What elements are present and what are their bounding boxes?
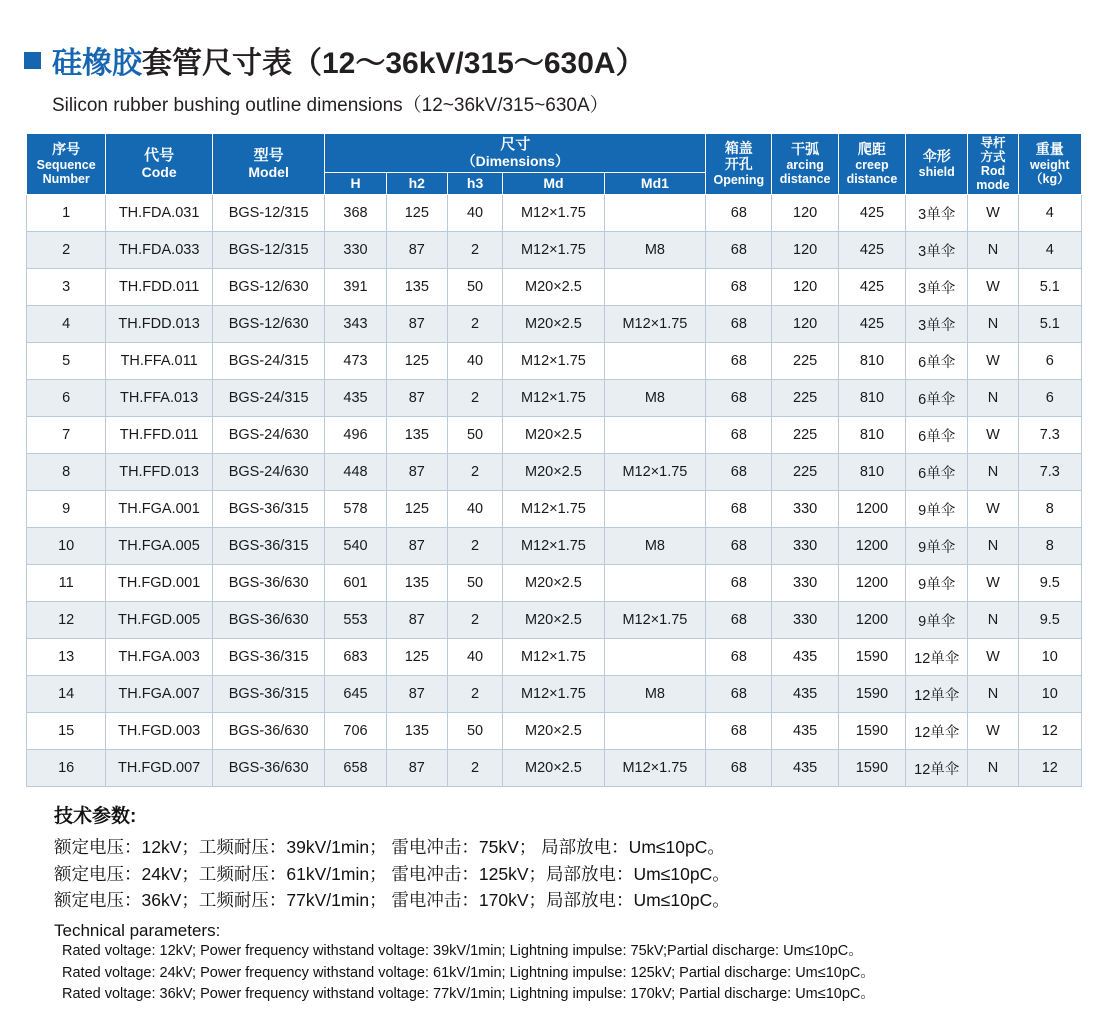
cell-weight: 7.3 <box>1018 454 1081 491</box>
cell-shield: 12单伞 <box>906 750 968 787</box>
cell-creep-distance: 1590 <box>838 639 905 676</box>
title-chinese-highlight: 硅橡胶 <box>52 47 142 80</box>
cell-shield: 12单伞 <box>906 713 968 750</box>
cell-shield: 6单伞 <box>906 417 968 454</box>
cell-md1 <box>604 713 706 750</box>
cell-h1: 225 <box>772 454 838 491</box>
cell-code: TH.FGA.007 <box>106 676 213 713</box>
tech-line-cn-2: 额定电压：24kV；工频耐压：61kV/1min； 雷电冲击：125kV；局部放电：Um≤10pC。 <box>54 863 730 884</box>
cell-sequence: 4 <box>27 306 106 343</box>
cell-rod-mode: W <box>968 713 1018 750</box>
cell-sequence: 14 <box>27 676 106 713</box>
cell-code: TH.FFD.013 <box>106 454 213 491</box>
cell-rod-mode: W <box>968 565 1018 602</box>
cell-h1: 435 <box>772 750 838 787</box>
cell-h2: 125 <box>386 491 447 528</box>
cell-rod-mode: W <box>968 639 1018 676</box>
cell-md1 <box>604 269 706 306</box>
title-english: Silicon rubber bushing outline dimensions（12~36kV/315~630A） <box>52 95 609 116</box>
cell-h: 473 <box>325 343 386 380</box>
cell-code: TH.FFD.011 <box>106 417 213 454</box>
header-weight: 重量 weight （kg） <box>1018 134 1081 195</box>
title-chinese <box>52 38 646 82</box>
cell-shield: 6单伞 <box>906 343 968 380</box>
cell-rod-mode: N <box>968 380 1018 417</box>
cell-rod-mode: N <box>968 454 1018 491</box>
cell-shield: 9单伞 <box>906 602 968 639</box>
cell-md1: M12×1.75 <box>604 454 706 491</box>
cell-h1: 120 <box>772 232 838 269</box>
tech-line-cn-3: 额定电压：36kV；工频耐压：77kV/1min； 雷电冲击：170kV；局部放电：Um≤10pC。 <box>54 890 730 911</box>
cell-model: BGS-36/630 <box>212 750 325 787</box>
cell-md1: M8 <box>604 380 706 417</box>
cell-md1: M8 <box>604 676 706 713</box>
cell-rod-mode: W <box>968 343 1018 380</box>
cell-code: TH.FGA.003 <box>106 639 213 676</box>
cell-h2: 87 <box>386 676 447 713</box>
cell-h: 435 <box>325 380 386 417</box>
table-row <box>27 528 1082 565</box>
header-dimensions: 尺寸 （Dimensions） <box>325 134 706 173</box>
cell-model: BGS-12/315 <box>212 195 325 232</box>
cell-h3: 50 <box>447 713 502 750</box>
cell-model: BGS-12/630 <box>212 269 325 306</box>
cell-sequence: 7 <box>27 417 106 454</box>
cell-rod-mode: W <box>968 417 1018 454</box>
cell-shield: 9单伞 <box>906 565 968 602</box>
cell-h2: 125 <box>386 639 447 676</box>
cell-md: M20×2.5 <box>503 602 604 639</box>
cell-h: 448 <box>325 454 386 491</box>
cell-h1: 225 <box>772 417 838 454</box>
cell-code: TH.FGD.007 <box>106 750 213 787</box>
cell-md: M20×2.5 <box>503 454 604 491</box>
cell-creep-distance: 1590 <box>838 713 905 750</box>
cell-h3: 2 <box>447 232 502 269</box>
cell-h: 578 <box>325 491 386 528</box>
cell-d0: 68 <box>706 639 772 676</box>
cell-md: M12×1.75 <box>503 528 604 565</box>
cell-code: TH.FFA.011 <box>106 343 213 380</box>
cell-h3: 2 <box>447 750 502 787</box>
header-h: H <box>325 173 386 195</box>
cell-weight: 10 <box>1018 676 1081 713</box>
cell-h3: 50 <box>447 269 502 306</box>
cell-rod-mode: W <box>968 491 1018 528</box>
cell-h3: 2 <box>447 454 502 491</box>
cell-md: M20×2.5 <box>503 565 604 602</box>
header-h3: h3 <box>447 173 502 195</box>
technical-parameters <box>54 801 1079 1006</box>
cell-model: BGS-36/315 <box>212 676 325 713</box>
cell-sequence: 10 <box>27 528 106 565</box>
cell-code: TH.FDD.011 <box>106 269 213 306</box>
table-row <box>27 195 1082 232</box>
cell-d0: 68 <box>706 417 772 454</box>
cell-sequence: 2 <box>27 232 106 269</box>
cell-creep-distance: 425 <box>838 269 905 306</box>
cell-md: M20×2.5 <box>503 713 604 750</box>
cell-h3: 2 <box>447 528 502 565</box>
cell-rod-mode: N <box>968 232 1018 269</box>
cell-h1: 435 <box>772 713 838 750</box>
cell-weight: 12 <box>1018 750 1081 787</box>
table-row <box>27 491 1082 528</box>
cell-h3: 40 <box>447 491 502 528</box>
cell-creep-distance: 810 <box>838 343 905 380</box>
cell-md1 <box>604 565 706 602</box>
cell-h: 553 <box>325 602 386 639</box>
header-arcing-distance: 干弧 arcing distance <box>772 134 838 195</box>
cell-model: BGS-36/315 <box>212 639 325 676</box>
dimensions-table <box>26 133 1082 787</box>
cell-shield: 3单伞 <box>906 232 968 269</box>
cell-code: TH.FGA.005 <box>106 528 213 565</box>
cell-d0: 68 <box>706 306 772 343</box>
cell-md1: M8 <box>604 232 706 269</box>
cell-creep-distance: 1590 <box>838 750 905 787</box>
cell-d0: 68 <box>706 565 772 602</box>
cell-code: TH.FDA.031 <box>106 195 213 232</box>
cell-md: M20×2.5 <box>503 306 604 343</box>
tech-line-en-3: Rated voltage: 36kV; Power frequency withstand voltage: 77kV/1min; Lightning impulse: 170kV; Partial discharge: Um≤10pC。 <box>62 986 875 1003</box>
cell-sequence: 13 <box>27 639 106 676</box>
cell-h: 496 <box>325 417 386 454</box>
cell-shield: 12单伞 <box>906 676 968 713</box>
cell-md1 <box>604 417 706 454</box>
cell-h1: 225 <box>772 343 838 380</box>
cell-code: TH.FGD.001 <box>106 565 213 602</box>
cell-md: M12×1.75 <box>503 676 604 713</box>
cell-code: TH.FGD.005 <box>106 602 213 639</box>
cell-md1 <box>604 343 706 380</box>
cell-shield: 3单伞 <box>906 306 968 343</box>
cell-sequence: 3 <box>27 269 106 306</box>
cell-h: 330 <box>325 232 386 269</box>
cell-weight: 4 <box>1018 195 1081 232</box>
cell-md: M12×1.75 <box>503 639 604 676</box>
cell-model: BGS-24/630 <box>212 454 325 491</box>
cell-h1: 435 <box>772 676 838 713</box>
cell-model: BGS-24/315 <box>212 380 325 417</box>
cell-h3: 40 <box>447 195 502 232</box>
cell-h1: 435 <box>772 639 838 676</box>
cell-d0: 68 <box>706 195 772 232</box>
cell-h1: 120 <box>772 269 838 306</box>
table-row <box>27 750 1082 787</box>
cell-d0: 68 <box>706 343 772 380</box>
tech-line-en-2: Rated voltage: 24kV; Power frequency withstand voltage: 61kV/1min; Lightning impulse: 125kV; Partial discharge: Um≤10pC。 <box>62 964 875 981</box>
cell-h3: 40 <box>447 639 502 676</box>
cell-model: BGS-12/315 <box>212 232 325 269</box>
cell-h2: 135 <box>386 565 447 602</box>
header-sequence: 序号 Sequence Number <box>27 134 106 195</box>
cell-h: 601 <box>325 565 386 602</box>
cell-shield: 12单伞 <box>906 639 968 676</box>
header-model: 型号 Model <box>212 134 325 195</box>
cell-sequence: 12 <box>27 602 106 639</box>
cell-h2: 87 <box>386 750 447 787</box>
cell-h: 706 <box>325 713 386 750</box>
cell-h: 368 <box>325 195 386 232</box>
cell-creep-distance: 1200 <box>838 565 905 602</box>
cell-d0: 68 <box>706 454 772 491</box>
cell-h2: 87 <box>386 454 447 491</box>
cell-rod-mode: N <box>968 528 1018 565</box>
cell-shield: 6单伞 <box>906 380 968 417</box>
cell-creep-distance: 810 <box>838 454 905 491</box>
table-header <box>27 134 1082 195</box>
cell-weight: 10 <box>1018 639 1081 676</box>
cell-d0: 68 <box>706 380 772 417</box>
cell-shield: 6单伞 <box>906 454 968 491</box>
cell-h2: 125 <box>386 343 447 380</box>
cell-h: 343 <box>325 306 386 343</box>
cell-h3: 40 <box>447 343 502 380</box>
cell-sequence: 11 <box>27 565 106 602</box>
header-creep-distance: 爬距 creep distance <box>838 134 905 195</box>
cell-md: M12×1.75 <box>503 195 604 232</box>
bullet-square-icon <box>24 52 41 69</box>
cell-d0: 68 <box>706 676 772 713</box>
cell-weight: 8 <box>1018 528 1081 565</box>
cell-h1: 120 <box>772 195 838 232</box>
header-md1: Md1 <box>604 173 706 195</box>
cell-d0: 68 <box>706 269 772 306</box>
cell-sequence: 9 <box>27 491 106 528</box>
cell-weight: 6 <box>1018 343 1081 380</box>
table-row <box>27 454 1082 491</box>
cell-sequence: 6 <box>27 380 106 417</box>
cell-md1 <box>604 491 706 528</box>
cell-weight: 9.5 <box>1018 602 1081 639</box>
cell-code: TH.FGA.001 <box>106 491 213 528</box>
cell-creep-distance: 1590 <box>838 676 905 713</box>
cell-model: BGS-36/630 <box>212 602 325 639</box>
tech-line-en-1: Rated voltage: 12kV; Power frequency withstand voltage: 39kV/1min; Lightning impulse: 75kV;Partial discharge: Um≤10pC。 <box>62 942 863 959</box>
table-row <box>27 676 1082 713</box>
cell-rod-mode: N <box>968 602 1018 639</box>
header-row-main <box>27 134 1082 173</box>
cell-h3: 50 <box>447 417 502 454</box>
table-row <box>27 343 1082 380</box>
cell-rod-mode: W <box>968 269 1018 306</box>
header-code: 代号 Code <box>106 134 213 195</box>
cell-h3: 2 <box>447 602 502 639</box>
cell-h1: 330 <box>772 602 838 639</box>
cell-weight: 5.1 <box>1018 269 1081 306</box>
cell-h: 540 <box>325 528 386 565</box>
cell-h2: 135 <box>386 713 447 750</box>
cell-md1: M8 <box>604 528 706 565</box>
cell-shield: 9单伞 <box>906 528 968 565</box>
cell-creep-distance: 1200 <box>838 528 905 565</box>
cell-h2: 135 <box>386 269 447 306</box>
table-row <box>27 269 1082 306</box>
table-row <box>27 306 1082 343</box>
header-rod-mode: 导杆 方式 Rod mode <box>968 134 1018 195</box>
cell-weight: 4 <box>1018 232 1081 269</box>
cell-creep-distance: 425 <box>838 306 905 343</box>
cell-h2: 125 <box>386 195 447 232</box>
cell-md: M12×1.75 <box>503 491 604 528</box>
cell-md1 <box>604 639 706 676</box>
title-chinese-rest: 套管尺寸表（12～36kV/315～630A） <box>142 47 646 80</box>
cell-h3: 50 <box>447 565 502 602</box>
cell-h: 645 <box>325 676 386 713</box>
cell-sequence: 5 <box>27 343 106 380</box>
cell-code: TH.FDD.013 <box>106 306 213 343</box>
cell-model: BGS-24/315 <box>212 343 325 380</box>
cell-weight: 5.1 <box>1018 306 1081 343</box>
table-row <box>27 417 1082 454</box>
cell-h2: 87 <box>386 602 447 639</box>
cell-d0: 68 <box>706 713 772 750</box>
cell-d0: 68 <box>706 602 772 639</box>
cell-h: 658 <box>325 750 386 787</box>
cell-code: TH.FGD.003 <box>106 713 213 750</box>
cell-md1 <box>604 195 706 232</box>
cell-weight: 12 <box>1018 713 1081 750</box>
cell-creep-distance: 425 <box>838 232 905 269</box>
cell-weight: 9.5 <box>1018 565 1081 602</box>
cell-d0: 68 <box>706 528 772 565</box>
cell-h1: 330 <box>772 491 838 528</box>
cell-d0: 68 <box>706 232 772 269</box>
table-body <box>27 195 1082 787</box>
cell-md: M12×1.75 <box>503 232 604 269</box>
cell-weight: 6 <box>1018 380 1081 417</box>
page-title <box>24 38 1079 82</box>
datasheet-page <box>0 38 1103 1017</box>
cell-sequence: 1 <box>27 195 106 232</box>
cell-model: BGS-36/315 <box>212 491 325 528</box>
cell-creep-distance: 1200 <box>838 602 905 639</box>
cell-md1: M12×1.75 <box>604 306 706 343</box>
cell-d0: 68 <box>706 491 772 528</box>
cell-md: M20×2.5 <box>503 750 604 787</box>
cell-h2: 87 <box>386 528 447 565</box>
cell-creep-distance: 1200 <box>838 491 905 528</box>
cell-md1: M12×1.75 <box>604 750 706 787</box>
cell-creep-distance: 810 <box>838 380 905 417</box>
cell-h2: 87 <box>386 306 447 343</box>
cell-code: TH.FDA.033 <box>106 232 213 269</box>
cell-h1: 330 <box>772 565 838 602</box>
table-row <box>27 639 1082 676</box>
header-md: Md <box>503 173 604 195</box>
header-h2: h2 <box>386 173 447 195</box>
cell-sequence: 15 <box>27 713 106 750</box>
cell-model: BGS-36/630 <box>212 565 325 602</box>
cell-model: BGS-36/315 <box>212 528 325 565</box>
cell-model: BGS-36/630 <box>212 713 325 750</box>
cell-h2: 135 <box>386 417 447 454</box>
cell-md: M20×2.5 <box>503 269 604 306</box>
cell-rod-mode: N <box>968 676 1018 713</box>
cell-md: M20×2.5 <box>503 417 604 454</box>
table-row <box>27 232 1082 269</box>
cell-h3: 2 <box>447 676 502 713</box>
table-row <box>27 602 1082 639</box>
cell-h1: 330 <box>772 528 838 565</box>
cell-shield: 3单伞 <box>906 269 968 306</box>
table-row <box>27 565 1082 602</box>
cell-d0: 68 <box>706 750 772 787</box>
cell-creep-distance: 810 <box>838 417 905 454</box>
tech-title-chinese: 技术参数: <box>54 806 137 827</box>
table-row <box>27 713 1082 750</box>
table-row <box>27 380 1082 417</box>
cell-model: BGS-24/630 <box>212 417 325 454</box>
header-shield: 伞形 shield <box>906 134 968 195</box>
cell-md: M12×1.75 <box>503 380 604 417</box>
cell-h: 683 <box>325 639 386 676</box>
cell-h: 391 <box>325 269 386 306</box>
tech-line-cn-1: 额定电压：12kV；工频耐压：39kV/1min； 雷电冲击：75kV； 局部放电：Um≤10pC。 <box>54 837 725 857</box>
cell-creep-distance: 425 <box>838 195 905 232</box>
tech-title-english: Technical parameters: <box>54 920 221 940</box>
cell-sequence: 8 <box>27 454 106 491</box>
cell-rod-mode: N <box>968 750 1018 787</box>
cell-rod-mode: N <box>968 306 1018 343</box>
cell-rod-mode: W <box>968 195 1018 232</box>
cell-h3: 2 <box>447 380 502 417</box>
cell-code: TH.FFA.013 <box>106 380 213 417</box>
cell-h3: 2 <box>447 306 502 343</box>
cell-weight: 8 <box>1018 491 1081 528</box>
cell-md: M12×1.75 <box>503 343 604 380</box>
cell-model: BGS-12/630 <box>212 306 325 343</box>
header-opening: 箱盖 开孔 Opening <box>706 134 772 195</box>
cell-md1: M12×1.75 <box>604 602 706 639</box>
cell-shield: 9单伞 <box>906 491 968 528</box>
cell-h1: 120 <box>772 306 838 343</box>
cell-shield: 3单伞 <box>906 195 968 232</box>
cell-h1: 225 <box>772 380 838 417</box>
cell-sequence: 16 <box>27 750 106 787</box>
cell-weight: 7.3 <box>1018 417 1081 454</box>
cell-h2: 87 <box>386 232 447 269</box>
cell-h2: 87 <box>386 380 447 417</box>
